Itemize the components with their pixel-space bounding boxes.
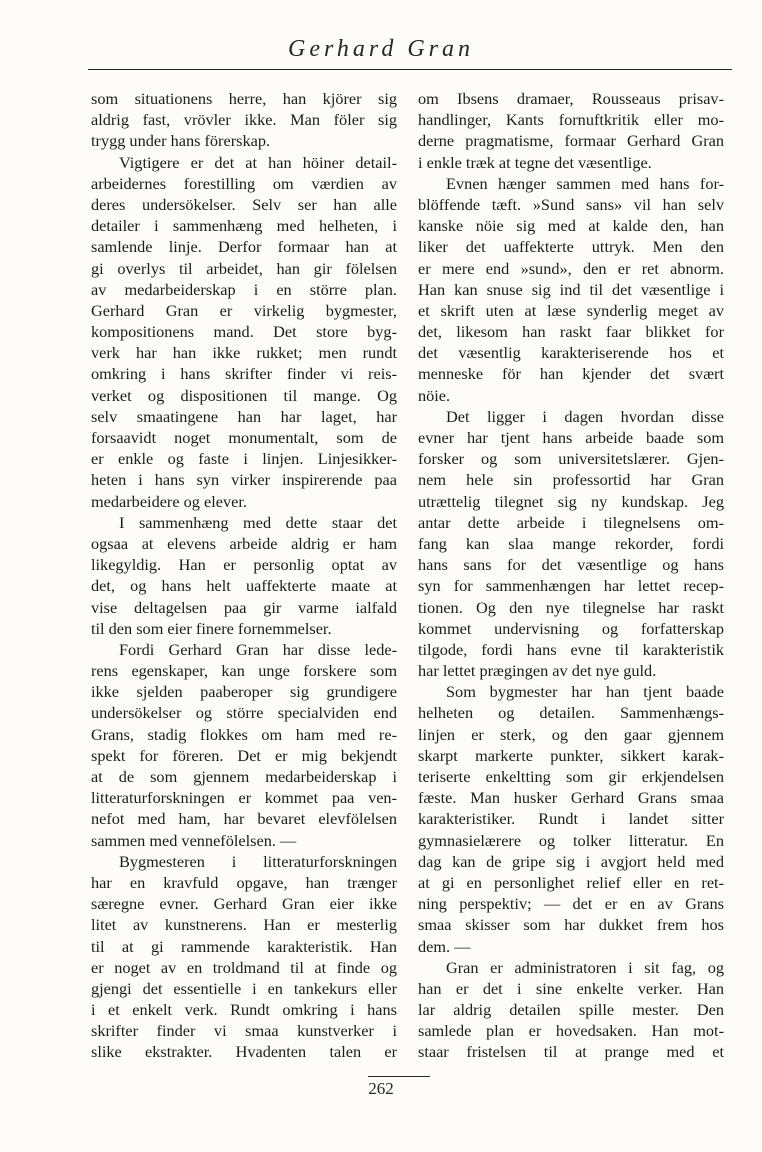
text-line: et skrift uten at læse synderlig meget av xyxy=(418,300,724,320)
text-line: derne pragmatisme, formaar Gerhard Gran xyxy=(418,131,724,151)
text-line: kanske nöie sig med at kalde den, han xyxy=(418,216,724,236)
text-line: syn for sammenhængen har lettet recep- xyxy=(418,576,724,596)
text-line: i et enkelt verk. Rundt omkring i hans xyxy=(91,1000,397,1020)
text-line: skrifter finder vi smaa kunstverker i xyxy=(91,1021,397,1041)
text-line: selv smaatingene han har laget, har xyxy=(91,406,397,426)
text-line: samlede plan er hovedsaken. Han mot- xyxy=(418,1021,724,1041)
text-line: I sammenhæng med dette staar det xyxy=(119,512,397,532)
text-line: Gerhard Gran er virkelig bygmester, xyxy=(91,300,397,320)
text-line: gjengi det essentielle i en tankekurs eller xyxy=(91,978,397,998)
text-line: om Ibsens dramaer, Rousseaus prisav- xyxy=(418,89,724,108)
text-line: at de som gjennem medarbeiderskap i xyxy=(91,767,397,786)
text-line: Han kan snuse sig ind til det væsentlige i xyxy=(418,279,724,299)
text-line: dem. — xyxy=(418,936,471,956)
text-line: utrættelig tilegnet sig ny kundskap. Jeg xyxy=(418,491,724,511)
text-line: teriserte enkeltting som gir erkjendelsen xyxy=(418,767,724,786)
text-line: Grans, stadig flokkes om ham med re- xyxy=(91,724,397,744)
text-line: han er det i sine enkelte verker. Han xyxy=(418,978,724,998)
text-line: fæste. Man husker Gerhard Grans smaa xyxy=(418,788,724,808)
text-line: handlinger, Kants fornuftkritik eller mo- xyxy=(418,110,724,130)
text-line: har lettet prægingen av det nye guld. xyxy=(418,661,657,681)
text-line: tilgode, fordi hans evne til karakteristik xyxy=(418,639,724,659)
text-line: Som bygmester har han tjent baade xyxy=(446,682,724,702)
text-line: gymnasielærere og tolker litteratur. En xyxy=(418,830,724,850)
text-line: er enkle og faste i linjen. Linjesikker- xyxy=(91,449,397,469)
text-line: aldrig fast, vrövler ikke. Man föler sig xyxy=(91,110,397,130)
text-line: spekt for föreren. Det er mig bekjendt xyxy=(91,745,397,765)
text-line: det, likesom han raskt faar blikket for xyxy=(418,322,724,342)
text-line: detailer i sammenhæng med helheten, i xyxy=(91,216,397,236)
text-line: forsaavidt noget monumentalt, som de xyxy=(91,428,397,447)
text-line: det væsentlig karakteriserende hos et xyxy=(418,343,724,363)
text-line: blöffende tæft. »Sund sans» vil han selv xyxy=(418,194,724,214)
text-line: samlende linje. Derfor formaar han at xyxy=(91,237,397,257)
header-rule xyxy=(88,69,732,70)
text-line: karakteristiker. Rundt i landet sitter xyxy=(418,809,724,829)
text-line: linjen er sterk, og den gaar gjennem xyxy=(418,724,724,744)
text-line: litteraturforskningen er kommet paa ven- xyxy=(91,788,397,808)
text-line: nem hele sin professortid har Gran xyxy=(418,470,724,490)
text-line: nefot med ham, har bevaret elevfölelsen xyxy=(91,809,397,829)
text-line: ning perspektiv; — det er en av Grans xyxy=(418,894,724,914)
text-line: heten i hans syn virker inspirerende paa xyxy=(91,470,397,490)
text-line: av medarbeiderskap i en större plan. xyxy=(91,279,397,299)
text-line: nöie. xyxy=(418,385,451,405)
page-number: 262 xyxy=(368,1079,394,1098)
text-line: at gi en personlighet relief eller en ret- xyxy=(418,872,724,892)
text-line: vise deltagelsen paa gir varme ialfald xyxy=(91,597,397,617)
text-line: trygg under hans förerskap. xyxy=(91,131,271,151)
text-line: skarpt markerte punkter, sikkert karak- xyxy=(418,745,724,765)
text-line: er noget av en troldmand til at finde og xyxy=(91,957,397,977)
text-line: smaa skisser som har dukket frem hos xyxy=(418,915,724,935)
text-line: til den som eier finere fornemmelser. xyxy=(91,618,332,638)
text-line: dag kan de gripe sig i avgjort held med xyxy=(418,851,724,871)
text-line: hans sans for det væsentlige og hans xyxy=(418,555,724,575)
text-line: deres undersökelser. Selv ser han alle xyxy=(91,194,397,214)
text-line: har en kravfuld opgave, han trænger xyxy=(91,872,397,892)
text-line: som situationens herre, han kjörer sig xyxy=(91,89,397,108)
text-line: likegyldig. Han er personlig optat av xyxy=(91,555,397,575)
text-line: er mere end »sund», den er ret abnorm. xyxy=(418,258,724,278)
text-line: helheten og detailen. Sammenhængs- xyxy=(418,703,724,723)
text-line: Vigtigere er det at han höiner detail- xyxy=(119,152,397,172)
text-line: verket og dispositionen til mange. Og xyxy=(91,385,397,405)
text-line: forsker og som universitetslærer. Gjen- xyxy=(418,449,724,469)
text-line: lar aldrig detailen spille mester. Den xyxy=(418,1000,724,1020)
text-line: medarbeidere og elever. xyxy=(91,491,247,511)
text-line: det, og hans helt uaffekterte maate at xyxy=(91,576,397,596)
text-line: slike ekstrakter. Hvadenten talen er xyxy=(91,1042,397,1062)
page-number-rule xyxy=(368,1076,430,1077)
right-text-column xyxy=(418,88,724,1063)
text-line: Fordi Gerhard Gran har disse lede- xyxy=(119,639,397,659)
text-line: ikke sjelden paaberoper sig grundigere xyxy=(91,682,397,702)
text-line: Det ligger i dagen hvordan disse xyxy=(446,406,724,426)
text-line: antar dette arbeide i tilegnelsens om- xyxy=(418,512,724,532)
running-header-title: Gerhard Gran xyxy=(287,36,474,62)
text-line: i enkle træk at tegne det væsentlige. xyxy=(418,152,652,172)
text-line: liker det uaffekterte uttryk. Men den xyxy=(418,237,724,257)
text-line: undersökelser og större specialviden end xyxy=(91,703,397,723)
text-line: litet av kunstnerens. Han er mesterlig xyxy=(91,915,397,935)
text-line: verk har han ikke rukket; men rundt xyxy=(91,343,397,363)
text-line: kompositionens mand. Det store byg- xyxy=(91,322,397,342)
text-line: fang kan slaa mange rekorder, fordi xyxy=(418,533,724,553)
text-line: sammen med vennefölelsen. — xyxy=(91,830,297,850)
text-line: kommet undervisning og forfatterskap xyxy=(418,618,724,638)
text-line: omkring i hans skrifter finder vi reis- xyxy=(91,364,397,384)
left-text-column xyxy=(91,88,397,1063)
text-line: rens egenskaper, kan unge forskere som xyxy=(91,661,397,681)
text-line: staar fristelsen til at prange med et xyxy=(418,1042,724,1062)
text-line: til at gi rammende karakteristik. Han xyxy=(91,936,397,956)
text-line: Gran er administratoren i sit fag, og xyxy=(446,957,724,977)
text-line: tionen. Og den nye tilegnelse har raskt xyxy=(418,597,724,617)
text-line: gi overlys til arbeidet, han gir fölelsen xyxy=(91,258,397,278)
text-line: Bygmesteren i litteraturforskningen xyxy=(119,851,397,871)
text-line: særegne evner. Gerhard Gran eier ikke xyxy=(91,894,397,914)
text-line: evner har tjent hans arbeide baade som xyxy=(418,428,724,447)
text-line: Evnen hænger sammen med hans for- xyxy=(446,173,724,193)
text-line: menneske för han kjender det svært xyxy=(418,364,724,384)
text-line: arbeidernes forestilling om værdien av xyxy=(91,173,397,193)
text-line: ogsaa at elevens arbeide aldrig er ham xyxy=(91,533,397,553)
